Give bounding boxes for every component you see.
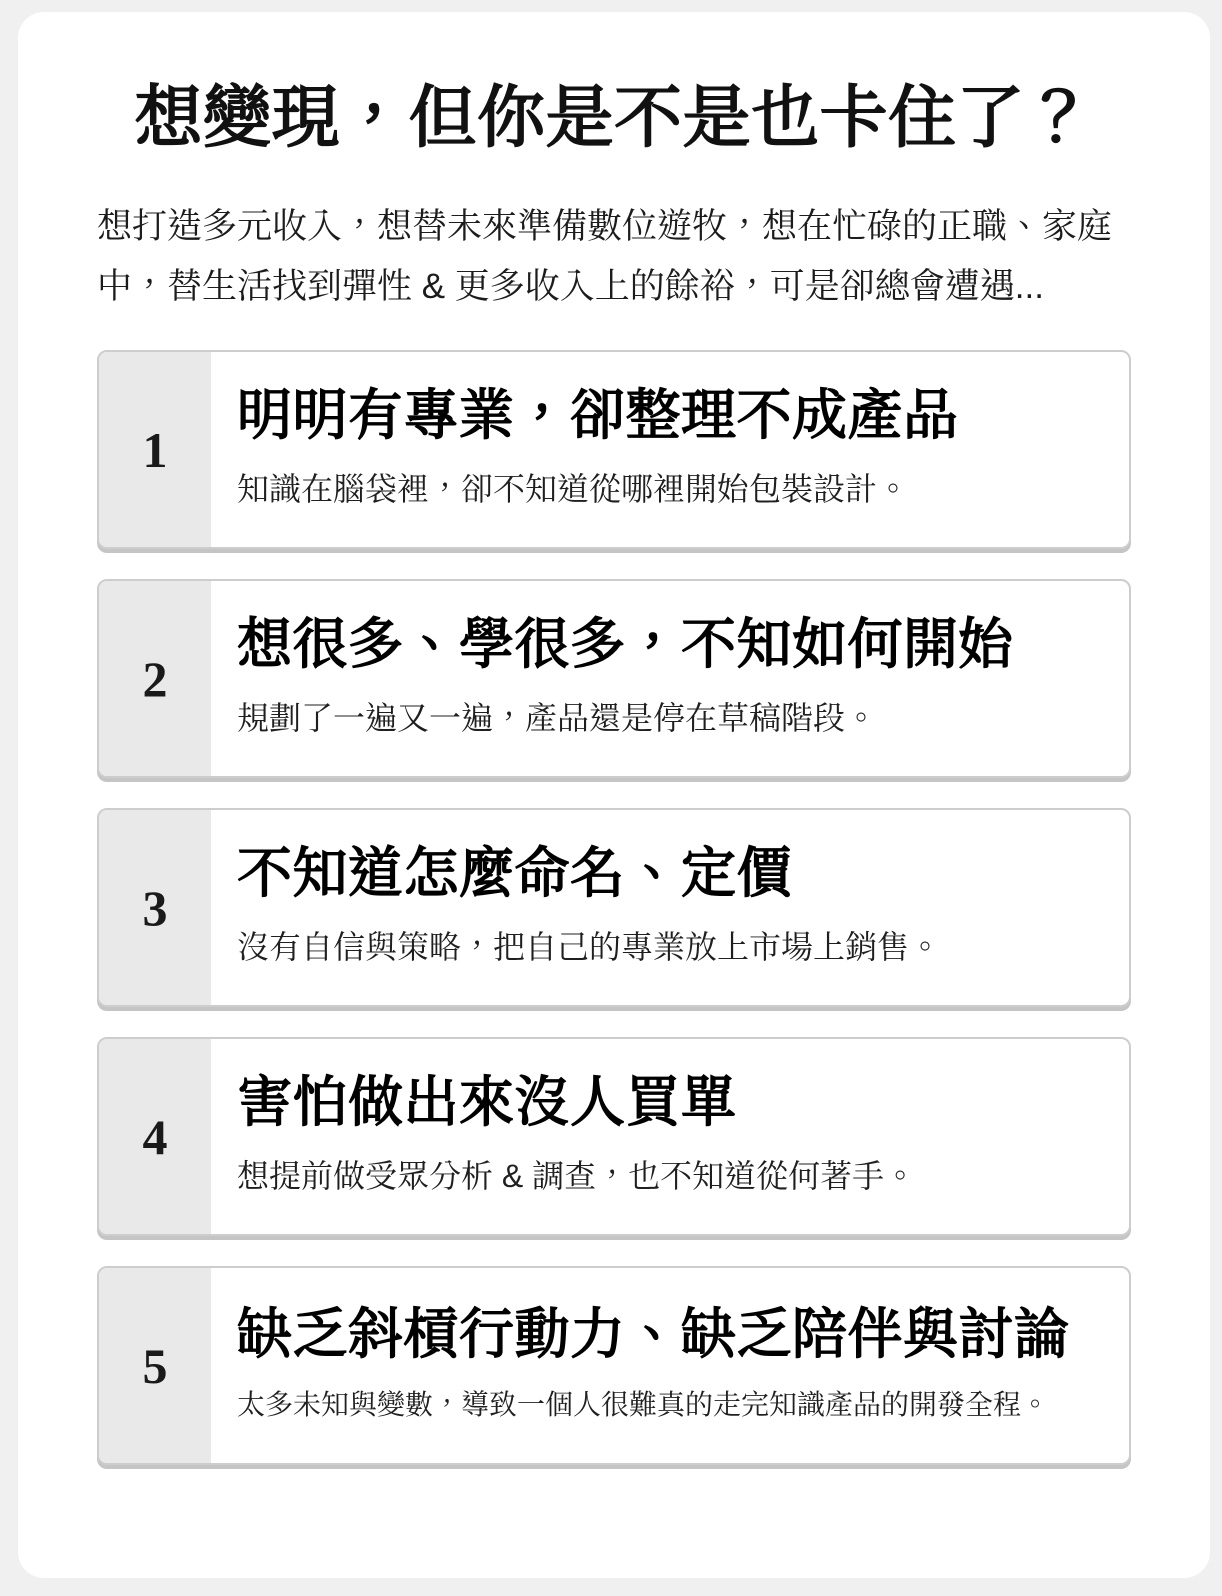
card-description: 沒有自信與策略，把自己的專業放上市場上銷售。 [237, 928, 942, 965]
card-body [211, 352, 1129, 547]
card-body [211, 810, 1129, 1005]
card-number: 5 [99, 1268, 211, 1463]
pain-points-list [97, 350, 1131, 1465]
card-body [211, 1268, 1129, 1463]
content-panel [18, 12, 1210, 1578]
card-title: 害怕做出來沒人買單 [237, 1072, 737, 1134]
section-intro: 想打造多元收入，想替未來準備數位遊牧，想在忙碌的正職、家庭中，替生活找到彈性 & 更多收入上的餘裕，可是卻總會遭遇... [97, 207, 1113, 306]
card-number: 2 [99, 581, 211, 776]
card-description: 知識在腦袋裡，卻不知道從哪裡開始包裝設計。 [237, 470, 910, 507]
card-body [211, 1039, 1129, 1234]
section-heading: 想變現，但你是不是也卡住了？ [134, 80, 1094, 156]
card-title: 缺乏斜槓行動力、缺乏陪伴與討論 [237, 1303, 1070, 1365]
card-body [211, 581, 1129, 776]
pain-point-card-5 [97, 1266, 1131, 1465]
card-number: 3 [99, 810, 211, 1005]
card-title: 不知道怎麼命名、定價 [237, 843, 793, 905]
card-title: 想很多、學很多，不知如何開始 [237, 614, 1015, 676]
card-title: 明明有專業，卻整理不成產品 [237, 385, 959, 447]
pain-point-card-1 [97, 350, 1131, 549]
card-description: 太多未知與變數，導致一個人很難真的走完知識產品的開發全程。 [237, 1389, 1050, 1421]
card-description: 想提前做受眾分析 & 調查，也不知道從何著手。 [237, 1157, 917, 1194]
card-description: 規劃了一遍又一遍，產品還是停在草稿階段。 [237, 699, 878, 736]
pain-point-card-4 [97, 1037, 1131, 1236]
card-number: 1 [99, 352, 211, 547]
pain-point-card-3 [97, 808, 1131, 1007]
card-number: 4 [99, 1039, 211, 1234]
pain-point-card-2 [97, 579, 1131, 778]
